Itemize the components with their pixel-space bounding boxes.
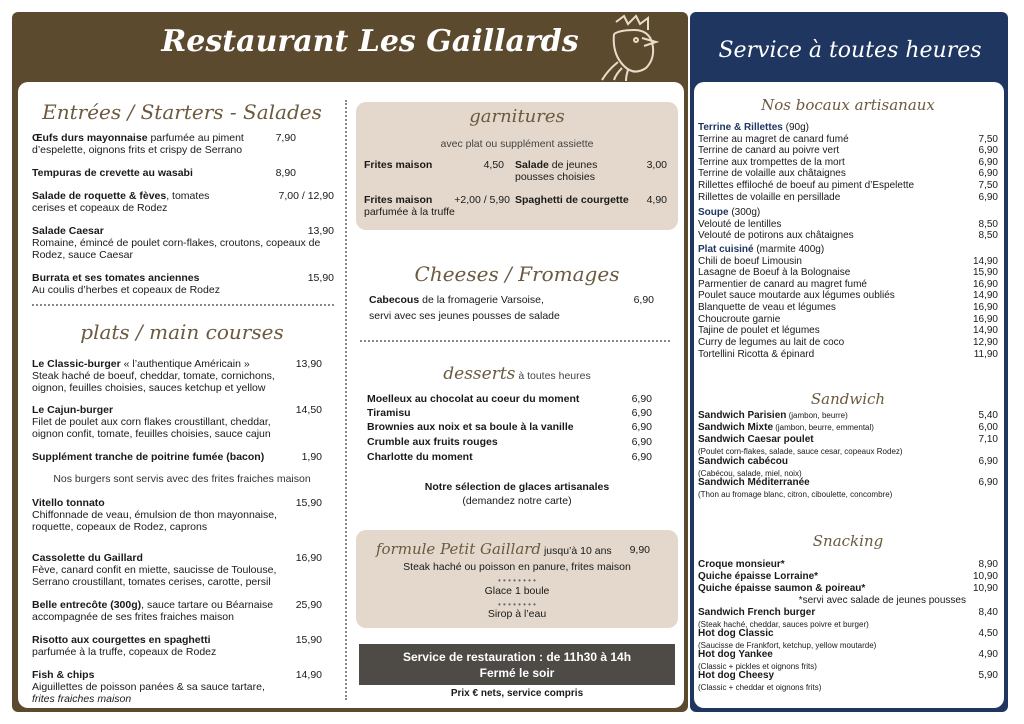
snack-item: Quiche épaisse saumon & poireau* 10,90 — [698, 583, 998, 594]
garniture-frites: Frites maison — [364, 159, 433, 171]
starter-burrata: Burrata et ses tomates anciennes Au coulis d’herbes et copeaux de Rodez — [32, 272, 220, 296]
main-risotto: Risotto aux courgettes en spaghetti parfumée à la truffe, copeaux de Rodez — [32, 634, 217, 658]
price: +2,00 / 5,90 — [454, 194, 510, 206]
price: 14,90 — [295, 669, 322, 681]
garniture-frites-truffe: Frites maison parfumée à la truffe — [364, 194, 455, 218]
price: 4,90 — [646, 194, 667, 206]
bocal-item: Rillettes effiloché de boeuf au piment d’Espelette 7,50 — [698, 180, 998, 191]
main-cassolette: Cassolette du Gaillard Fève, canard confit en miette, saucisse de Toulouse, Serrano croustillant, tomates cerises, carotte, persil — [32, 552, 277, 588]
bocal-item: Parmentier de canard au magret fumé 16,90 — [698, 279, 998, 290]
price: 6,90 — [631, 393, 652, 405]
starter-oeufs: Œufs durs mayonnaise parfumée au piment d’espelette, oignons frits et crispy de Serrano — [32, 132, 244, 156]
starter-tempuras: Tempuras de crevette au wasabi — [32, 167, 193, 179]
price: 6,90 — [631, 421, 652, 433]
snack-desc: (Saucisse de Frankfort, ketchup, yellow moutarde) — [698, 641, 877, 650]
bocal-item: Velouté de lentilles 8,50 — [698, 219, 998, 230]
sandwich-item: Sandwich Méditerranée 6,90 — [698, 477, 998, 488]
glaces-note: Notre sélection de glaces artisanales (demandez notre carte) — [424, 481, 610, 507]
column-divider — [345, 100, 347, 700]
price: 14,50 — [295, 404, 322, 416]
dessert-item: Moelleux au chocolat au coeur du moment — [367, 393, 580, 405]
main-vitello: Vitello tonnato Chiffonnade de veau, émulsion de thon mayonnaise, roquette, copeaux de Rodez, caprons — [32, 497, 277, 533]
starter-roquette: Salade de roquette & fèves, tomates cerises et copeaux de Rodez — [32, 190, 210, 214]
snacking-title: Snacking — [812, 532, 884, 550]
main-supplement-bacon: Supplément tranche de poitrine fumée (bacon) — [32, 451, 265, 463]
cheese-cabecous: Cabecous de la fromagerie Varsoise, servi avec ses jeunes pousses de salade — [369, 294, 560, 322]
price: 6,90 — [633, 294, 654, 306]
snack-desc: (Classic + pickles et oignons frits) — [698, 662, 817, 671]
garniture-spaghetti: Spaghetti de courgette — [515, 194, 629, 206]
snack-item: Quiche épaisse Lorraine* 10,90 — [698, 571, 998, 582]
bocal-item: Tortellini Ricotta & épinard 11,90 — [698, 349, 998, 360]
garnitures-subtitle: avec plat ou supplément assiette — [440, 138, 594, 150]
snack-item: Hot dog Cheesy 5,90 — [698, 670, 998, 681]
price: 9,90 — [629, 544, 650, 556]
price: 8,90 — [275, 167, 296, 179]
prices-note: Prix € nets, service compris — [450, 688, 584, 699]
price: 7,00 / 12,90 — [278, 190, 334, 202]
separator: • • • • • • • • — [498, 576, 536, 585]
formule-line: Steak haché ou poisson en panure, frites maison — [403, 561, 631, 573]
dessert-item: Crumble aux fruits rouges — [367, 436, 498, 448]
price: 16,90 — [295, 552, 322, 564]
price: 6,90 — [631, 451, 652, 463]
bocal-item: Terrine de volaille aux châtaignes 6,90 — [698, 168, 998, 179]
rooster-logo-icon — [594, 14, 672, 82]
mains-title: plats / main courses — [80, 320, 284, 344]
bocal-item: Curry de legumes au lait de coco 12,90 — [698, 337, 998, 348]
service-hours-box: Service de restauration : de 11h30 à 14h Fermé le soir — [359, 644, 675, 685]
snack-desc: (Classic + cheddar et oignons frits) — [698, 683, 822, 692]
sandwich-title: Sandwich — [810, 390, 886, 408]
bocal-item: Terrine aux trompettes de la mort 6,90 — [698, 157, 998, 168]
cheeses-title: Cheeses / Fromages — [414, 262, 620, 286]
main-entrecote: Belle entrecôte (300g), sauce tartare ou Béarnaise accompagnée de ses frites fraiches maison — [32, 599, 274, 623]
formule-line: Sirop à l’eau — [487, 608, 547, 620]
starter-caesar: Salade Caesar Romaine, émincé de poulet corn-flakes, croutons, copeaux de Rodez, sauce Caesar — [32, 225, 321, 261]
restaurant-title: Restaurant Les Gaillards — [161, 24, 579, 59]
price: 15,90 — [295, 497, 322, 509]
desserts-header: desserts à toutes heures — [443, 364, 591, 384]
formule-header: formule Petit Gaillard jusqu’à 10 ans — [376, 540, 612, 558]
sandwich-item: Sandwich Mixte (jambon, beurre, emmental) 6,00 — [698, 422, 998, 433]
dessert-item: Brownies aux noix et sa boule à la vanille — [367, 421, 574, 433]
divider — [32, 304, 334, 306]
desserts-title: desserts — [443, 364, 516, 384]
price: 13,90 — [307, 225, 334, 237]
price: 25,90 — [295, 599, 322, 611]
soupe-header: Soupe (300g) — [698, 207, 761, 218]
price: 13,90 — [295, 358, 322, 370]
price: 4,50 — [483, 159, 504, 171]
main-cajun-burger: Le Cajun-burger Filet de poulet aux corn flakes croustillant, cheddar, oignon confit, tomate, feuilles choisies, sauce cajun — [32, 404, 271, 440]
bocal-item: Tajine de poulet et légumes 14,90 — [698, 325, 998, 336]
sandwich-desc: (Poulet corn-flakes, salade, sauce cesar, copeaux Rodez) — [698, 447, 903, 456]
price: 1,90 — [301, 451, 322, 463]
snack-item: Hot dog Classic 4,50 — [698, 628, 998, 639]
snack-item: Croque monsieur* 8,90 — [698, 559, 998, 570]
sandwich-item: Sandwich Caesar poulet 7,10 — [698, 434, 998, 445]
price: 6,90 — [631, 407, 652, 419]
bocal-item: Choucroute garnie 16,90 — [698, 314, 998, 325]
garnitures-title: garnitures — [469, 106, 565, 127]
garniture-salade: Salade de jeunes pousses choisies — [515, 159, 598, 183]
sandwich-desc: (Cabécou, salade, miel, noix) — [698, 469, 802, 478]
price: 7,90 — [275, 132, 296, 144]
separator: • • • • • • • • — [498, 600, 536, 609]
sandwich-desc: (Thon au fromage blanc, citron, ciboulette, concombre) — [698, 490, 893, 499]
formule-line: Glace 1 boule — [484, 585, 550, 597]
snack-item: Sandwich French burger 8,40 — [698, 607, 998, 618]
bocal-item: Terrine de canard au poivre vert 6,90 — [698, 145, 998, 156]
bocaux-title: Nos bocaux artisanaux — [761, 96, 935, 114]
price: 3,00 — [646, 159, 667, 171]
price: 6,90 — [631, 436, 652, 448]
burger-note: Nos burgers sont servis avec des frites fraiches maison — [53, 473, 311, 485]
right-title: Service à toutes heures — [718, 38, 982, 63]
divider — [360, 340, 670, 342]
plat-header: Plat cuisiné (marmite 400g) — [698, 244, 825, 255]
starters-title: Entrées / Starters - Salades — [42, 100, 322, 124]
main-classic-burger: Le Classic-burger « l’authentique Américain » Steak haché de boeuf, cheddar, tomate, cornichons, oignon, feuilles choisies, sauces ketchup et yellow — [32, 358, 275, 394]
snack-item: Hot dog Yankee 4,90 — [698, 649, 998, 660]
bocal-item: Blanquette de veau et légumes 16,90 — [698, 302, 998, 313]
bocal-item: Lasagne de Boeuf à la Bolognaise 15,90 — [698, 267, 998, 278]
price: 15,90 — [307, 272, 334, 284]
bocal-item: Rillettes de volaille en persillade 6,90 — [698, 192, 998, 203]
sandwich-item: Sandwich Parisien (jambon, beurre) 5,40 — [698, 410, 998, 421]
main-fish-chips: Fish & chips Aiguillettes de poisson panées & sa sauce tartare, frites fraiches maison — [32, 669, 265, 705]
bocal-item: Chili de boeuf Limousin 14,90 — [698, 256, 998, 267]
formule-title: formule Petit Gaillard — [376, 540, 542, 558]
terrine-header: Terrine & Rillettes (90g) — [698, 122, 809, 133]
sandwich-item: Sandwich cabécou 6,90 — [698, 456, 998, 467]
bocal-item: Poulet sauce moutarde aux légumes oubliés 14,90 — [698, 290, 998, 301]
bocal-item: Terrine au magret de canard fumé 7,50 — [698, 134, 998, 145]
snack-note: *servi avec salade de jeunes pousses — [798, 595, 966, 606]
snack-desc: (Steak haché, cheddar, sauces poivre et burger) — [698, 620, 869, 629]
price: 15,90 — [295, 634, 322, 646]
dessert-item: Tiramisu — [367, 407, 411, 419]
bocal-item: Velouté de potirons aux châtaignes 8,50 — [698, 230, 998, 241]
dessert-item: Charlotte du moment — [367, 451, 473, 463]
